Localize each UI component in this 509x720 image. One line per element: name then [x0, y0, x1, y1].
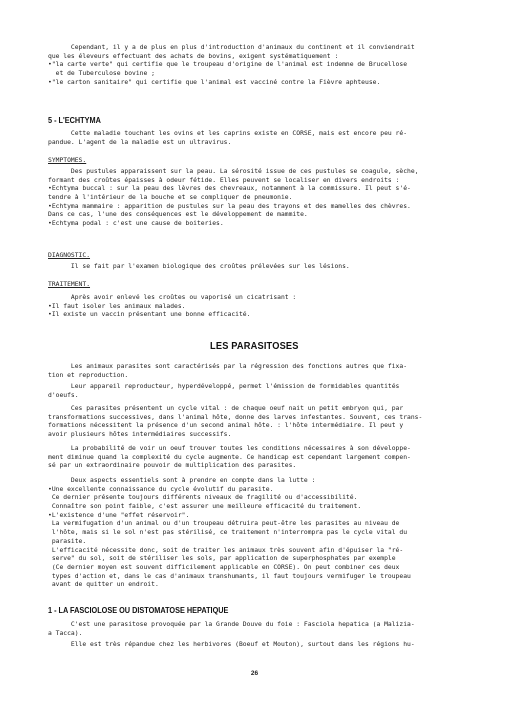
parasitoses-paragraph-4 [48, 445, 468, 471]
text-line: pandue. L'agent de la maladie est un ultravirus. [48, 138, 232, 146]
text-line: (Ce dernier moyen est souvent difficilement applicable en CORSE). On peut combiner ces deux [48, 563, 400, 571]
text-line: Elle est très répandue chez les herbivores (Boeuf et Mouton), surtout dans les régions hu- [48, 641, 415, 648]
parasitoses-paragraph-3 [48, 405, 468, 440]
parasitoses-paragraph-2 [48, 383, 468, 400]
text-line: avant de quitter un endroit. [48, 581, 159, 589]
text-line: d'oeufs. [48, 391, 79, 399]
text-line: •Il faut isoler les animaux malades. [48, 302, 186, 310]
text-line: La vermifugation d'un animal ou d'un troupeau détruira peut-être les parasites au niveau de [48, 520, 400, 528]
text-line: Deux aspects essentiels sont à prendre en compte dans la lutte : [48, 477, 316, 484]
text-line: C'est une parasitose provoquée par la Grande Douve du foie : Fasciola hepatica (a Malizia- [48, 621, 415, 628]
traitement-paragraph [48, 294, 468, 320]
text-line: l'hôte, mais si le sol n'est pas stérilisé, ce traitement n'interrompra pas le cycle vital du [48, 529, 408, 537]
text-line: formant des croûtes épaisses à odeur fétide. Elles peuvent se localiser en divers endroits : [48, 176, 400, 184]
symptomes-paragraph [48, 168, 468, 229]
text-line: formations nécessitent la présence d'un second animal hôte. : l'hôte intermédiaire. Il peut y [48, 422, 404, 430]
fasciolose-paragraph-1 [48, 621, 468, 638]
text-line: Il se fait par l'examen biologique des croûtes prélevées sur les lésions. [48, 263, 350, 270]
text-line: •Echtyma buccal : sur la peau des lèvres des chevreaux, notamment à la commissure. Il peut s'é- [48, 185, 411, 193]
fasciolose-paragraph-2 [48, 641, 468, 650]
text-line: ment diminue quand la complexité du cycle augmente. Ce handicap est cependant largement compen- [48, 453, 411, 461]
text-line: Ces parasites présentent un cycle vital : de chaque oeuf nait un petit embryon qui, par [48, 405, 404, 412]
text-line: Cette maladie touchant les ovins et les caprins existe en CORSE, mais est encore peu ré- [48, 130, 408, 137]
text-line: •Il existe un vaccin présentant une bonne efficacité. [48, 311, 251, 319]
text-line: •L'existence d'une "effet réservoir". [48, 511, 190, 519]
text-line: Après avoir enlevé les croûtes ou vaporisé un cicatrisant : [48, 294, 297, 301]
text-line: Connaître son point faible, c'est assurer une meilleure efficacité du traitement. [48, 503, 362, 511]
text-line: Des pustules apparaissent sur la peau. La sérosité issue de ces pustules se coagule, sèche, [48, 168, 419, 175]
text-line: Dans ce cas, l'une des conséquences est le développement de mammite. [48, 211, 308, 219]
text-line: L'efficacité nécessite donc, soit de traiter les animaux très souvent afin d'épuiser la "ré- [48, 546, 404, 554]
text-line: transformations successives, dans l'animal hôte, donne des larves infestantes. Souvent, ces trans- [48, 413, 423, 421]
text-line: que les éleveurs effectuant des achats de bovins, exigent systématiquement : [48, 52, 339, 60]
text-line: •Une excellente connaissance du cycle évolutif du parasite. [48, 485, 274, 493]
symptomes-subheading: SYMPTOMES. [48, 157, 87, 164]
text-line: La probabilité de voir un oeuf trouver toutes les conditions nécessaires à son développe- [48, 445, 411, 452]
text-line: •"le carton sanitaire" qui certifie que l'animal est vacciné contre la Fièvre aphteuse. [48, 78, 381, 86]
text-line: •Echtyma mammaire : apparition de pustules sur la peau des trayons et des mamelles des chèvres. [48, 202, 411, 210]
text-line: avoir plusieurs hôtes intermédiaires successifs. [48, 431, 232, 439]
text-line: sé par un extraordinaire pouvoir de multiplication des parasites. [48, 462, 297, 470]
text-line: •Echtyma podal : c'est une cause de boiteries. [48, 220, 224, 228]
text-line: tendre à l'intérieur de la bouche et se compliquer de pneumonie. [48, 194, 293, 202]
traitement-subheading: TRAITEMENT. [48, 281, 91, 288]
diagnostic-subheading: DIAGNOSTIC. [48, 252, 91, 259]
text-line: types d'action et, dans le cas d'animaux transhumants, il faut toujours vermifuger le troupeau [48, 572, 411, 580]
text-line: Leur appareil reproducteur, hyperdéveloppé, permet l'émission de formidables quantités [48, 383, 400, 390]
parasitoses-paragraph-5 [48, 477, 468, 590]
text-line: Ce dernier présente toujours différents niveaux de fragilité ou d'accessibilité. [48, 494, 358, 502]
page-number: 26 [250, 670, 259, 677]
section-heading-fasciolose: 1 - LA FASCIOLOSE OU DISTOMATOSE HEPATIQUE [48, 605, 229, 615]
intro-paragraph [48, 44, 468, 87]
section-heading-ecthyma: 5 - L'ECHTYMA [48, 115, 101, 125]
text-line: et de Tuberculose bovine ; [48, 70, 155, 78]
text-line: •"la carte verte" qui certifie que le troupeau d'origine de l'animal est indemne de Brucellose [48, 61, 408, 69]
ecthyma-intro-paragraph [48, 130, 468, 147]
diagnostic-paragraph [48, 263, 468, 272]
parasitoses-paragraph-1 [48, 363, 468, 380]
text-line: parasite. [48, 537, 87, 545]
page-section-title: LES PARASITOSES [210, 340, 299, 352]
text-line: tion et reproduction. [48, 371, 129, 379]
text-line: Cependant, il y a de plus en plus d'introduction d'animaux du continent et il conviendrait [48, 44, 415, 51]
text-line: serve" du sol, soit de stériliser les sols, par application de superphosphates par exemple [48, 555, 396, 563]
text-line: Les animaux parasites sont caractérisés par la régression des fonctions autres que fixa- [48, 363, 408, 370]
text-line: a Tacca). [48, 629, 83, 637]
